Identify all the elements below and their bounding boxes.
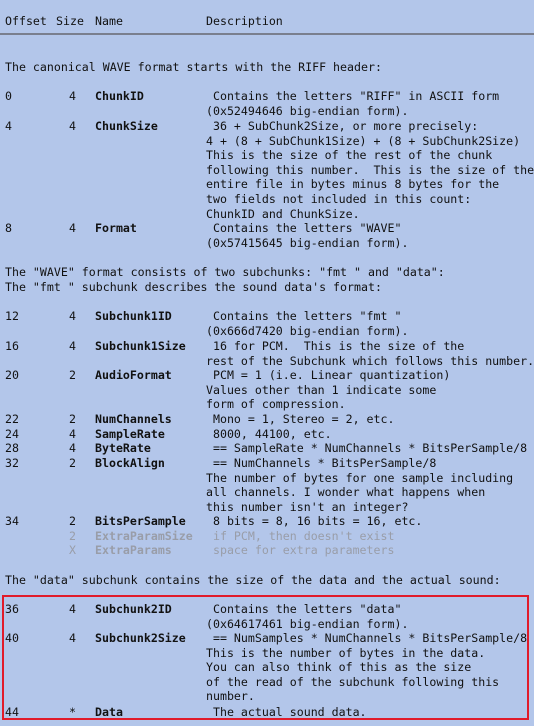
field-name: Subchunk1ID	[95, 309, 172, 323]
field-description-line: This is the number of bytes in the data.	[206, 645, 486, 660]
field-name: ExtraParams	[95, 543, 172, 557]
field-offset: 24	[5, 427, 19, 441]
field-description-line: 8000, 44100, etc.	[206, 427, 332, 441]
field-description-line: The number of bytes for one sample including	[206, 470, 514, 485]
field-description-line: PCM = 1 (i.e. Linear quantization)	[206, 368, 451, 382]
field-description-line: Contains the letters "fmt "	[206, 309, 402, 323]
field-name: Subchunk2Size	[95, 631, 186, 645]
field-description-line: rest of the Subchunk which follows this number.	[206, 353, 534, 368]
field-name: NumChannels	[95, 412, 172, 426]
field-size: 2	[69, 412, 76, 426]
header-name: Name	[95, 14, 123, 28]
field-size: 4	[69, 221, 76, 235]
field-description-line: The actual sound data.	[206, 705, 367, 719]
field-description-line: (0x57415645 big-endian form).	[206, 235, 409, 250]
field-size: 2	[69, 514, 76, 528]
field-description-line: following this number. This is the size of the	[206, 162, 534, 177]
data-subchunk-highlight	[2, 595, 529, 720]
field-size: 4	[69, 602, 76, 616]
header-size: Size	[56, 14, 84, 28]
field-size: 4	[69, 89, 76, 103]
field-description-line: == NumChannels * BitsPerSample/8	[206, 456, 437, 470]
field-size: 4	[69, 119, 76, 133]
field-description-line: this number isn't an integer?	[206, 499, 409, 514]
field-size: 2	[69, 368, 76, 382]
field-description-line: number.	[206, 689, 255, 704]
field-description-line: all channels. I wonder what happens when	[206, 485, 486, 500]
field-description-line: two fields not included in this count:	[206, 192, 472, 206]
field-offset: 22	[5, 412, 19, 426]
intro-data: The "data" subchunk contains the size of the data and the actual sound:	[5, 573, 501, 587]
field-name: BlockAlign	[95, 456, 165, 470]
field-offset: 16	[5, 339, 19, 353]
field-size: 4	[69, 631, 76, 645]
field-size: 4	[69, 339, 76, 353]
field-description-line: == NumSamples * NumChannels * BitsPerSample/8	[206, 631, 528, 645]
field-name: ByteRate	[95, 441, 151, 455]
field-offset: 32	[5, 456, 19, 470]
field-size: *	[69, 705, 76, 719]
field-size: X	[69, 543, 76, 557]
field-description-line: 8 bits = 8, 16 bits = 16, etc.	[206, 514, 423, 528]
field-offset: 44	[5, 705, 19, 719]
field-name: BitsPerSample	[95, 514, 186, 528]
field-size: 2	[69, 456, 76, 470]
field-name: Format	[95, 221, 137, 235]
field-description-line: entire file in bytes minus 8 bytes for the	[206, 177, 500, 192]
field-size: 4	[69, 427, 76, 441]
field-name: Subchunk1Size	[95, 339, 186, 353]
field-description-line: 4 + (8 + SubChunk1Size) + (8 + SubChunk2Size)	[206, 133, 521, 148]
field-offset: 0	[5, 89, 12, 103]
field-size: 4	[69, 441, 76, 455]
field-offset: 20	[5, 368, 19, 382]
field-offset: 36	[5, 602, 19, 616]
field-name: AudioFormat	[95, 368, 172, 382]
header-description: Description	[206, 14, 283, 28]
field-size: 2	[69, 529, 76, 543]
field-offset: 12	[5, 309, 19, 323]
field-description-line: Contains the letters "RIFF" in ASCII form	[206, 89, 500, 103]
field-name: SampleRate	[95, 427, 165, 441]
header-offset: Offset	[5, 14, 47, 28]
field-offset: 34	[5, 514, 19, 528]
intro-wave: The "WAVE" format consists of two subchunks: "fmt " and "data":	[5, 265, 445, 279]
field-name: Data	[95, 705, 123, 719]
field-description-line: Contains the letters "WAVE"	[206, 221, 402, 235]
field-name: ExtraParamSize	[95, 529, 193, 543]
field-size: 4	[69, 309, 76, 323]
field-offset: 4	[5, 119, 12, 133]
field-description-line: ChunkID and ChunkSize.	[206, 206, 360, 221]
field-description-line: if PCM, then doesn't exist	[206, 529, 395, 543]
field-description-line: Contains the letters "data"	[206, 602, 402, 616]
field-description-line: 36 + SubChunk2Size, or more precisely:	[206, 119, 479, 133]
field-description-line: (0x64617461 big-endian form).	[206, 616, 409, 631]
intro-fmt: The "fmt " subchunk describes the sound data's format:	[5, 280, 382, 294]
field-name: ChunkSize	[95, 119, 158, 133]
field-description-line: space for extra parameters	[206, 543, 395, 557]
field-description-line: Mono = 1, Stereo = 2, etc.	[206, 412, 395, 426]
field-offset: 40	[5, 631, 19, 645]
field-name: Subchunk2ID	[95, 602, 172, 616]
field-description-line: This is the size of the rest of the chunk	[206, 148, 493, 163]
field-description-line: of the read of the subchunk following this	[206, 674, 500, 689]
field-description-line: == SampleRate * NumChannels * BitsPerSample/8	[206, 441, 528, 455]
field-description-line: (0x666d7420 big-endian form).	[206, 323, 409, 338]
field-name: ChunkID	[95, 89, 144, 103]
intro-riff: The canonical WAVE format starts with the RIFF header:	[5, 60, 382, 74]
field-description-line: You can also think of this as the size	[206, 660, 472, 675]
header-divider	[0, 33, 534, 35]
field-offset: 28	[5, 441, 19, 455]
field-offset: 8	[5, 221, 12, 235]
field-description-line: Values other than 1 indicate some	[206, 382, 437, 397]
field-description-line: (0x52494646 big-endian form).	[206, 103, 409, 118]
field-description-line: 16 for PCM. This is the size of the	[206, 339, 465, 353]
field-description-line: form of compression.	[206, 397, 346, 412]
